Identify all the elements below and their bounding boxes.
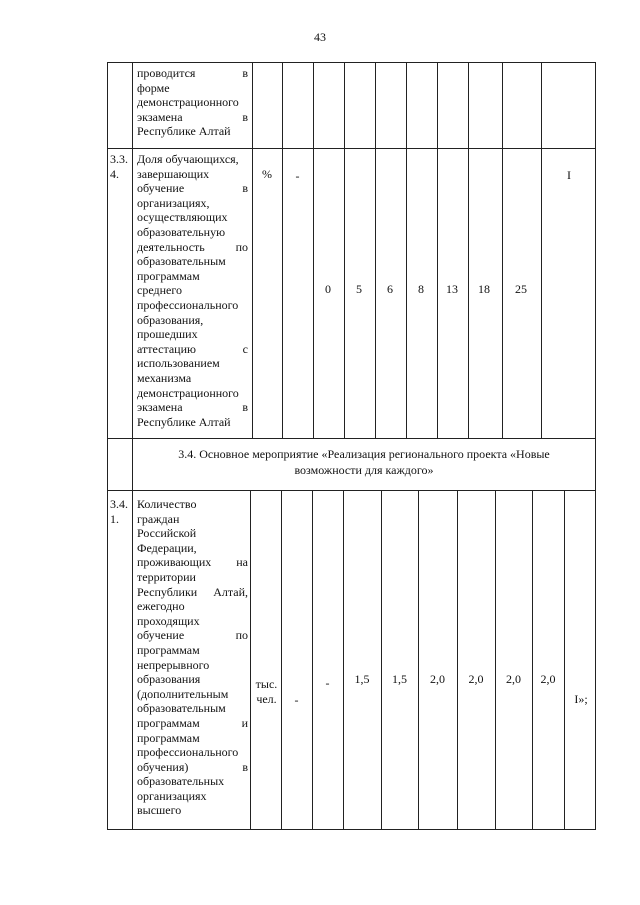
row-number-line: 1. (110, 511, 119, 526)
indicator-description (137, 152, 248, 429)
table-rule (343, 490, 344, 830)
description-line: обучения) в (137, 759, 248, 774)
description-line: Количество (137, 497, 197, 511)
description-line: Российской (137, 526, 197, 541)
description-line: программам (137, 730, 200, 745)
table-rule (107, 62, 108, 830)
description-line: проводится в (137, 66, 248, 80)
description-line: программам (137, 642, 200, 657)
table-rule (107, 62, 596, 63)
value-cell: 18 (478, 282, 490, 296)
table-rule (107, 490, 596, 491)
description-line: Республике Алтай (137, 124, 231, 139)
table-rule (502, 62, 503, 439)
value-cell: 1,5 (354, 672, 370, 686)
indicator-description (137, 66, 248, 139)
description-line: среднего (137, 283, 182, 298)
section-heading-line: 3.4. Основное мероприятие «Реализация регионального проекта «Новые (178, 447, 550, 461)
description-line: экзамена в (137, 109, 248, 124)
table-rule (312, 490, 313, 830)
value-cell: 25 (515, 282, 527, 296)
description-line: организациях (137, 788, 207, 803)
table-rule (564, 490, 565, 830)
description-line: программам (137, 268, 200, 283)
description-line: деятельность по (137, 239, 248, 254)
row-number-line: 3.4. (110, 497, 128, 511)
description-line: демонстрационного (137, 385, 239, 400)
description-line: высшего (137, 803, 182, 818)
unit-cell: % (262, 167, 272, 181)
table-rule (107, 829, 596, 830)
description-line: образовательную (137, 224, 226, 239)
unit-line: тыс. (255, 677, 278, 691)
value-cell: 1,5 (392, 672, 407, 686)
description-line: Республики Алтай, (137, 584, 248, 599)
description-line: организациях, (137, 195, 210, 210)
description-line: Доля обучающихся, (137, 152, 239, 166)
table-rule (281, 490, 282, 830)
description-line: Республике Алтай (137, 414, 231, 429)
description-line: программам и (137, 715, 248, 730)
trailing-mark: I»; (574, 692, 588, 706)
description-line: демонстрационного (137, 95, 239, 110)
base-value-cell: - (295, 169, 300, 183)
page-number: 43 (314, 30, 326, 44)
description-line: непрерывного (137, 657, 210, 672)
value-cell: - (325, 676, 330, 690)
unit-cell (252, 677, 281, 706)
description-line: образовательным (137, 701, 226, 716)
description-line: завершающих (137, 166, 210, 181)
value-cell: 2,0 (506, 672, 521, 686)
table-rule (250, 490, 251, 830)
description-line: граждан (137, 511, 180, 526)
table-rule (541, 62, 542, 439)
value-cell: 2,0 (540, 672, 556, 686)
value-cell: 8 (418, 282, 424, 296)
description-line: аттестацию с (137, 341, 248, 356)
description-line: проживающих на (137, 555, 248, 570)
description-line: Федерации, (137, 540, 197, 555)
row-number (110, 152, 132, 181)
table-rule (532, 490, 533, 830)
table-rule (313, 62, 314, 439)
table-rule (381, 490, 382, 830)
section-heading (133, 446, 595, 478)
section-heading-line: возможности для каждого» (294, 463, 434, 477)
table-rule (437, 62, 438, 439)
table-rule (406, 62, 407, 439)
description-line: территории (137, 569, 196, 584)
description-line: обучение в (137, 181, 248, 196)
table-rule (107, 438, 596, 439)
row-number (110, 497, 132, 526)
table-rule (344, 62, 345, 439)
table-rule (252, 62, 253, 439)
description-line: образования (137, 672, 201, 687)
trailing-mark: I (567, 168, 571, 182)
value-cell: 5 (356, 282, 362, 296)
table-rule (282, 62, 283, 439)
table-rule (457, 490, 458, 830)
value-cell: 6 (387, 282, 393, 296)
description-line: осуществляющих (137, 210, 228, 225)
description-line: образовательным (137, 254, 226, 269)
base-value-cell: - (294, 693, 299, 707)
description-line: образования, (137, 312, 204, 327)
description-line: экзамена в (137, 400, 248, 415)
description-line: (дополнительным (137, 686, 229, 701)
value-cell: 13 (446, 282, 458, 296)
row-number-line: 4. (110, 166, 119, 181)
description-line: обучение по (137, 628, 248, 643)
description-line: профессионального (137, 297, 239, 312)
description-line: ежегодно (137, 599, 185, 614)
description-line: прошедших (137, 327, 198, 342)
table-rule (107, 148, 596, 149)
description-line: механизма (137, 370, 192, 385)
table-rule (468, 62, 469, 439)
description-line: образовательных (137, 774, 225, 789)
indicator-description (137, 497, 248, 818)
description-line: использованием (137, 356, 220, 371)
row-number-line: 3.3. (110, 152, 128, 166)
unit-line: чел. (256, 691, 277, 706)
description-line: форме (137, 80, 170, 95)
table-rule (418, 490, 419, 830)
table-rule (495, 490, 496, 830)
table-rule (595, 62, 596, 830)
value-cell: 2,0 (468, 672, 484, 686)
table-rule (375, 62, 376, 439)
value-cell: 0 (325, 282, 331, 296)
description-line: профессионального (137, 745, 239, 760)
value-cell: 2,0 (430, 672, 445, 686)
description-line: проходящих (137, 613, 200, 628)
